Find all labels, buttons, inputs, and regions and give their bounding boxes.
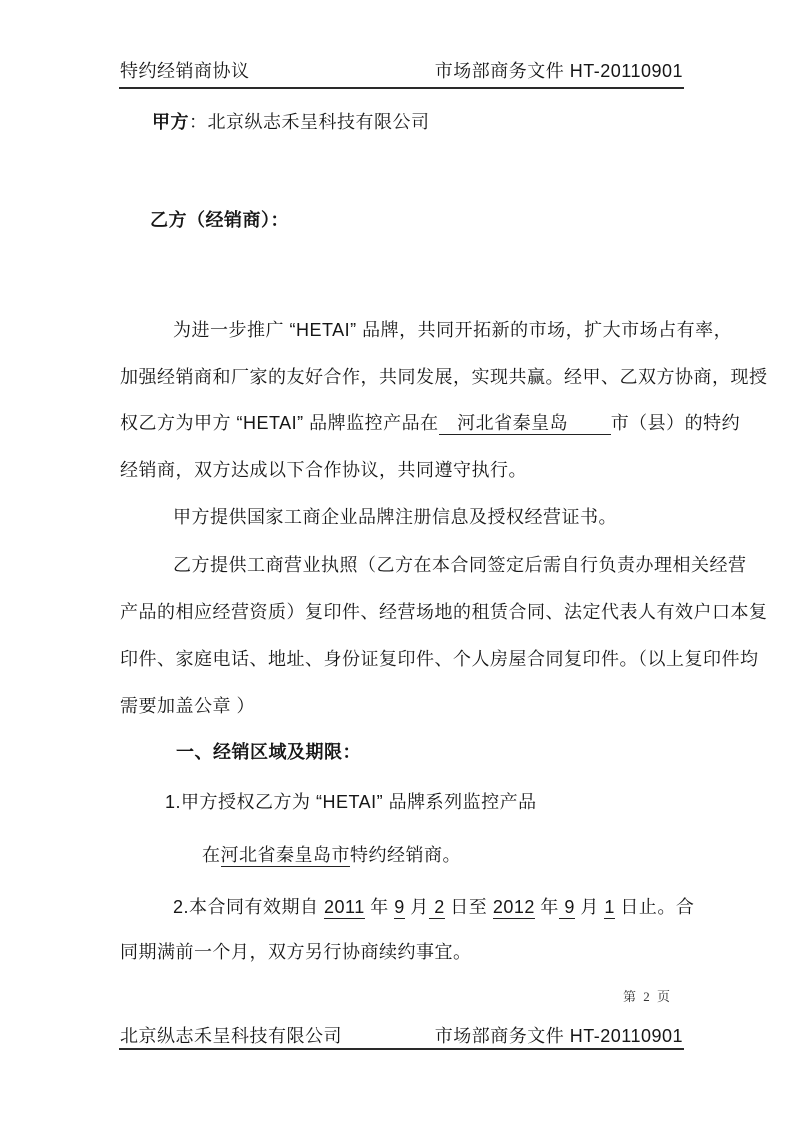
intro-line-2: 加强经销商和厂家的友好合作，共同发展，实现共赢。经甲、乙双方协商，现授	[120, 367, 768, 387]
party-b-line: 乙方（经销商）：	[150, 210, 289, 230]
clause-2-line-2: 同期满前一个月，双方另行协商续约事宜。	[120, 942, 472, 962]
intro-line-1: 为进一步推广 “HETAI” 品牌，共同开拓新的市场，扩大市场占有率，	[173, 320, 733, 340]
party-b-provides-line-1: 乙方提供工商营业执照（乙方在本合同签定后需自行负责办理相关经营	[173, 555, 747, 575]
clause-1-line-2-region-underline: 在河北省秦皇岛市特约经销商。	[202, 845, 461, 865]
header-title: 特约经销商协议	[120, 61, 250, 81]
footer-rule	[119, 1048, 684, 1050]
party-a-line: 甲方：北京纵志禾呈科技有限公司	[152, 112, 430, 132]
party-b-provides-line-3: 印件、家庭电话、地址、身份证复印件、个人房屋合同复印件。（以上复印件均	[120, 649, 759, 669]
page-header	[120, 57, 683, 83]
party-a-provides-line: 甲方提供国家工商企业品牌注册信息及授权经营证书。	[173, 507, 617, 527]
header-rule	[119, 87, 684, 89]
clause-1-line-1: 1.甲方授权乙方为 “HETAI” 品牌系列监控产品	[165, 792, 537, 812]
intro-line-3-region-blank: 权乙方为甲方 “HETAI” 品牌监控产品在 河北省秦皇岛 市（县）的特约	[120, 413, 741, 433]
party-b-provides-line-4: 需要加盖公章 ）	[120, 696, 256, 716]
footer-doc-number: 市场部商务文件 HT-20110901	[434, 1026, 683, 1046]
intro-line-4: 经销商，双方达成以下合作协议，共同遵守执行。	[120, 460, 527, 480]
page-number: 第 2 页	[622, 989, 672, 1004]
clause-2-line-1-dates: 2.本合同有效期自 2011 年 9 月 2 日至 2012 年 9 月 1 日止。合	[173, 897, 695, 917]
footer-company-name: 北京纵志禾呈科技有限公司	[120, 1026, 342, 1046]
header-doc-number: 市场部商务文件 HT-20110901	[434, 61, 683, 81]
page-footer	[120, 1022, 683, 1048]
section-1-heading: 一、经销区域及期限：	[176, 742, 361, 762]
party-b-provides-line-2: 产品的相应经营资质）复印件、经营场地的租赁合同、法定代表人有效户口本复	[120, 602, 768, 622]
